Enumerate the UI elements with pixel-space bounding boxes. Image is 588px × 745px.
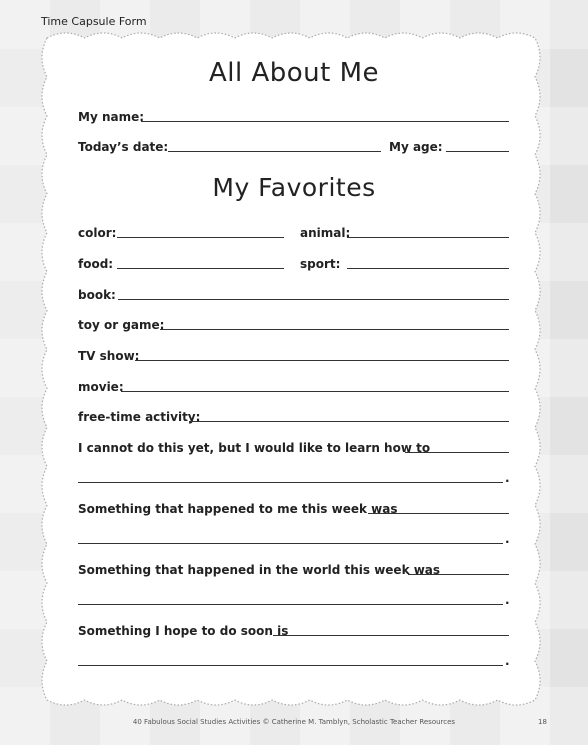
toy-field[interactable]: [160, 329, 509, 330]
animal-label: animal:: [300, 226, 351, 240]
name-label: My name:: [78, 110, 145, 124]
date-field[interactable]: [168, 151, 381, 152]
animal-field[interactable]: [347, 237, 509, 238]
movie-label: movie:: [78, 380, 124, 394]
date-label: Today’s date:: [78, 140, 169, 154]
name-field[interactable]: [141, 121, 509, 122]
happened-me-field-line1[interactable]: [368, 513, 509, 514]
movie-field[interactable]: [121, 391, 509, 392]
happened-world-label: Something that happened in the world this week was: [78, 563, 441, 577]
sport-label: sport:: [300, 257, 341, 271]
page-title: All About Me: [208, 58, 380, 88]
sport-field[interactable]: [347, 268, 509, 269]
color-label: color:: [78, 226, 117, 240]
freetime-label: free-time activity:: [78, 410, 201, 424]
freetime-field[interactable]: [189, 421, 509, 422]
age-label: My age:: [389, 140, 443, 154]
book-field[interactable]: [118, 299, 509, 300]
hope-label: Something I hope to do soon is: [78, 624, 289, 638]
age-field[interactable]: [446, 151, 509, 152]
learn-label: I cannot do this yet, but I would like to learn how to: [78, 441, 431, 455]
happened-me-period: .: [505, 532, 510, 546]
learn-period: .: [505, 471, 510, 485]
tv-field[interactable]: [135, 360, 509, 361]
page-number: 18: [538, 718, 547, 726]
food-label: food:: [78, 257, 114, 271]
tv-label: TV show:: [78, 349, 140, 363]
happened-me-field-line2[interactable]: [78, 543, 503, 544]
happened-world-field-line2[interactable]: [78, 604, 503, 605]
learn-field-line1[interactable]: [405, 452, 509, 453]
toy-label: toy or game:: [78, 318, 165, 332]
happened-me-label: Something that happened to me this week was: [78, 502, 398, 516]
book-label: book:: [78, 288, 116, 302]
learn-field-line2[interactable]: [78, 482, 503, 483]
hope-field-line1[interactable]: [273, 635, 509, 636]
color-field[interactable]: [117, 237, 284, 238]
happened-world-field-line1[interactable]: [408, 574, 509, 575]
section-label: Time Capsule Form: [41, 15, 147, 28]
hope-field-line2[interactable]: [78, 665, 503, 666]
happened-world-period: .: [505, 593, 510, 607]
footer-credit: 40 Fabulous Social Studies Activities © Catherine M. Tamblyn, Scholastic Teacher Resources: [132, 718, 456, 726]
hope-period: .: [505, 654, 510, 668]
favorites-heading: My Favorites: [212, 173, 376, 202]
food-field[interactable]: [117, 268, 284, 269]
